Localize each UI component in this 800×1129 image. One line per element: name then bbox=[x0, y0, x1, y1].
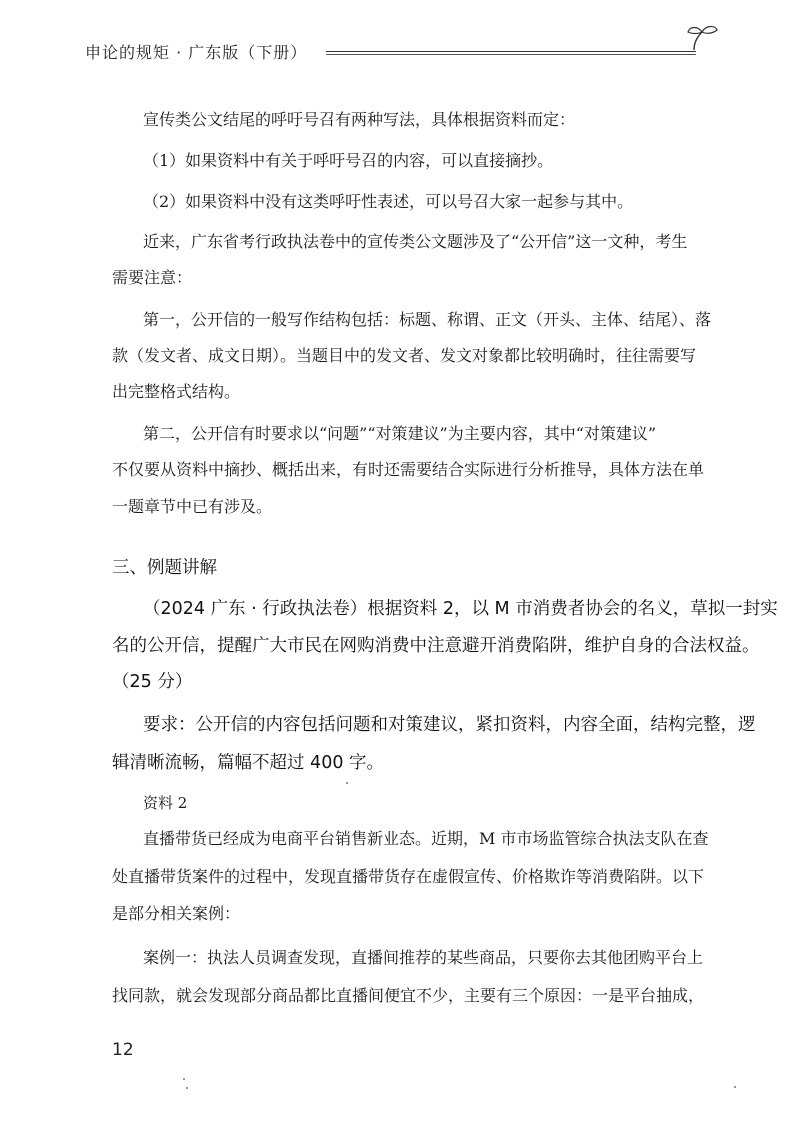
material-label: 资料 2 bbox=[143, 794, 188, 812]
requirement-line: 要求：公开信的内容包括问题和对策建议，紧扣资料，内容全面，结构完整，逻 bbox=[143, 715, 756, 735]
material-line: 案例一：执法人员调查发现，直播间推荐的某些商品，只要你去其他团购平台上 bbox=[143, 948, 704, 967]
running-header-title: 申论的规矩 · 广东版（下册） bbox=[85, 43, 308, 62]
material-line: 直播带货已经成为电商平台销售新业态。近期，M 市市场监管综合执法支队在查 bbox=[143, 829, 709, 848]
header-rule bbox=[326, 51, 696, 52]
section-heading: 三、例题讲解 bbox=[112, 558, 217, 578]
paragraph-line: 近来，广东省考行政执法卷中的宣传类公文题涉及了“公开信”这一文种，考生 bbox=[143, 232, 688, 251]
requirement-line: 辑清晰流畅，篇幅不超过 400 字。 bbox=[112, 753, 385, 773]
paragraph-line: （1）如果资料中有关于呼吁号召的内容，可以直接摘抄。 bbox=[143, 151, 554, 170]
paragraph-line: 第一，公开信的一般写作结构包括：标题、称谓、正文（开头、主体、结尾）、落 bbox=[143, 310, 712, 329]
paragraph-line: （2）如果资料中没有这类呼吁性表述，可以号召大家一起参与其中。 bbox=[143, 192, 634, 211]
question-line: （2024 广东 · 行政执法卷）根据资料 2，以 M 市消费者协会的名义，草拟一封实 bbox=[143, 599, 778, 619]
material-line: 是部分相关案例： bbox=[112, 904, 241, 923]
paragraph-line: 第二，公开信有时要求以“问题”“对策建议”为主要内容，其中“对策建议” bbox=[143, 424, 657, 443]
scan-speck bbox=[734, 1086, 736, 1088]
paragraph-line: 一题章节中已有涉及。 bbox=[112, 497, 273, 516]
paragraph-line: 出完整格式结构。 bbox=[112, 382, 241, 401]
paragraph-line: 需要注意： bbox=[112, 268, 193, 287]
page-number: 12 bbox=[112, 1040, 134, 1060]
scan-speck bbox=[346, 782, 348, 784]
material-line: 处直播带货案件的过程中，发现直播带货存在虚假宣传、价格欺诈等消费陷阱。以下 bbox=[112, 867, 705, 886]
paragraph-line: 宣传类公文结尾的呼吁号召有两种写法，具体根据资料而定： bbox=[143, 110, 576, 129]
material-line: 找同款，就会发现部分商品都比直播间便宜不少，主要有三个原因：一是平台抽成， bbox=[112, 986, 705, 1005]
question-line: 名的公开信，提醒广大市民在网购消费中注意避开消费陷阱，维护自身的合法权益。 bbox=[112, 636, 760, 656]
scan-speck bbox=[183, 1078, 185, 1080]
paragraph-line: 款（发文者、成文日期）。当题目中的发文者、发文对象都比较明确时，往往需要写 bbox=[112, 346, 697, 365]
paragraph-line: 不仅要从资料中摘抄、概括出来，有时还需要结合实际进行分析推导，具体方法在单 bbox=[112, 460, 705, 479]
sprout-icon bbox=[684, 24, 720, 52]
scan-speck bbox=[186, 1087, 188, 1089]
question-line: （25 分） bbox=[112, 672, 193, 692]
